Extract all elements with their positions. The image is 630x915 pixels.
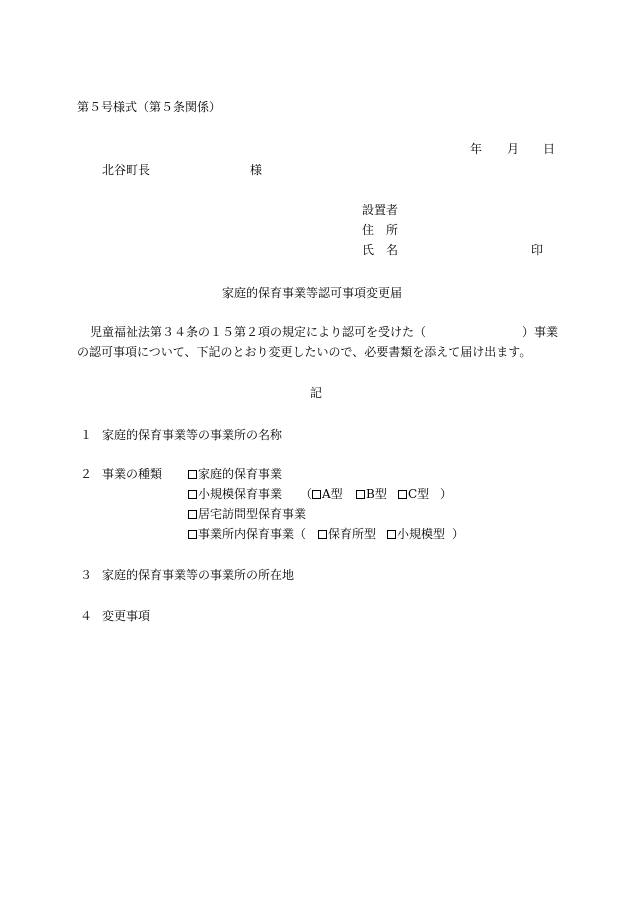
body-line-2: の認可事項について、下記のとおり変更したいので、必要書類を添えて届け出ます。 [77, 345, 532, 359]
option-small-scale [188, 487, 282, 501]
checkbox-workplace-small[interactable] [387, 530, 396, 539]
option-workplace-nursery-label: 保育所型 [328, 527, 377, 541]
item-1-number: １ [80, 428, 93, 442]
option-workplace-small-label: 小規模型 [397, 527, 446, 541]
option-type-b-label: B型 [366, 487, 387, 501]
item-4-label: 変更事項 [102, 609, 151, 623]
name-label: 氏 名 [362, 243, 399, 257]
option-home-visit-label: 居宅訪問型保育事業 [198, 507, 307, 521]
item-1-label: 家庭的保育事業等の事業所の名称 [102, 428, 283, 442]
date-year: 年 [470, 142, 483, 156]
body-line-1-prefix: 児童福祉法第３４条の１５第２項の規定により認可を受けた（ [90, 325, 427, 339]
option-home-visit [188, 507, 306, 521]
option-workplace [188, 527, 306, 541]
date-day: 日 [543, 142, 556, 156]
date-month: 月 [507, 142, 520, 156]
option-workplace-label: 事業所内保育事業（ [198, 527, 307, 541]
checkbox-home-visit[interactable] [188, 510, 197, 519]
option-small-scale-label: 小規模保育事業 [198, 487, 283, 501]
addressee-honorific: 様 [250, 163, 263, 177]
document-title: 家庭的保育事業等認可事項変更届 [222, 286, 403, 300]
ki-label: 記 [310, 386, 323, 400]
checkbox-family-daycare[interactable] [188, 470, 197, 479]
option-type-a-label: A型 [322, 487, 343, 501]
item-2-number: ２ [80, 467, 93, 481]
form-number: 第５号様式（第５条関係） [77, 100, 222, 114]
option-type-c-label: C型 [408, 487, 430, 501]
option-workplace-small [387, 527, 445, 541]
option-workplace-nursery [318, 527, 376, 541]
small-scale-open-paren: （ [300, 487, 313, 501]
option-family-daycare-label: 家庭的保育事業 [198, 467, 283, 481]
option-type-c [398, 487, 429, 501]
establisher-label: 設置者 [362, 203, 399, 217]
checkbox-type-b[interactable] [356, 490, 365, 499]
option-type-a [312, 487, 343, 501]
checkbox-small-scale[interactable] [188, 490, 197, 499]
addressee-name: 北谷町長 [102, 163, 151, 177]
small-scale-close-paren: ） [440, 487, 453, 501]
item-3-label: 家庭的保育事業等の事業所の所在地 [102, 568, 295, 582]
seal-label: 印 [531, 243, 544, 257]
address-label: 住 所 [362, 223, 399, 237]
item-3-number: ３ [80, 568, 93, 582]
checkbox-type-c[interactable] [398, 490, 407, 499]
checkbox-workplace[interactable] [188, 530, 197, 539]
option-type-b [356, 487, 387, 501]
checkbox-type-a[interactable] [312, 490, 321, 499]
body-line-1-suffix: ）事業 [522, 325, 559, 339]
workplace-close-paren: ） [452, 527, 465, 541]
item-2-label: 事業の種類 [102, 467, 163, 481]
item-4-number: ４ [80, 609, 93, 623]
option-family-daycare [188, 467, 282, 481]
checkbox-workplace-nursery[interactable] [318, 530, 327, 539]
